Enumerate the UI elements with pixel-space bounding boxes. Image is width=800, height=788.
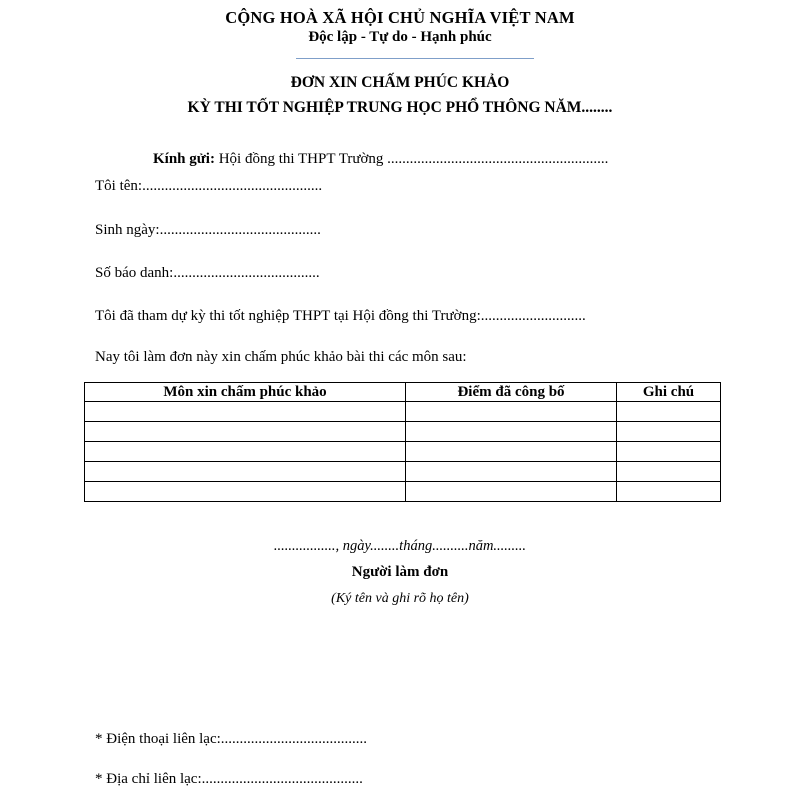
table-row bbox=[85, 462, 721, 482]
table-header-row bbox=[85, 383, 721, 402]
table-cell bbox=[85, 462, 406, 482]
table-row bbox=[85, 422, 721, 442]
review-subjects-table bbox=[84, 382, 721, 502]
table-cell bbox=[617, 442, 721, 462]
table-cell bbox=[85, 402, 406, 422]
candidate-number-field: Số báo danh:....................................... bbox=[95, 265, 320, 281]
table-row bbox=[85, 402, 721, 422]
contact-address-field: * Địa chỉ liên lạc:........................................... bbox=[95, 771, 363, 787]
table-cell bbox=[406, 482, 617, 502]
form-title: ĐƠN XIN CHẤM PHÚC KHẢO bbox=[290, 74, 510, 91]
national-motto: Độc lập - Tự do - Hạnh phúc bbox=[308, 29, 492, 45]
table-cell bbox=[85, 482, 406, 502]
table-cell bbox=[406, 462, 617, 482]
motto-divider bbox=[296, 58, 534, 59]
form-subtitle: KỲ THI TỐT NGHIỆP TRUNG HỌC PHỔ THÔNG NĂM........ bbox=[187, 99, 613, 116]
signature-instruction: (Ký tên và ghi rõ họ tên) bbox=[331, 591, 469, 606]
recipient-line bbox=[153, 151, 608, 168]
table-cell bbox=[406, 402, 617, 422]
national-title: CỘNG HOÀ XÃ HỘI CHỦ NGHĨA VIỆT NAM bbox=[225, 8, 575, 27]
table-cell bbox=[85, 422, 406, 442]
table-cell bbox=[617, 462, 721, 482]
table-cell bbox=[406, 442, 617, 462]
table-row bbox=[85, 442, 721, 462]
table-cell bbox=[406, 422, 617, 442]
exam-council-field: Tôi đã tham dự kỳ thi tốt nghiệp THPT tại Hội đồng thi Trường:............................ bbox=[95, 308, 586, 324]
recipient-value: Hội đồng thi THPT Trường ........................................................... bbox=[214, 151, 609, 167]
name-field: Tôi tên:................................................ bbox=[95, 178, 323, 194]
column-header-note: Ghi chú bbox=[617, 383, 721, 402]
table-row bbox=[85, 482, 721, 502]
table-cell bbox=[617, 422, 721, 442]
table-cell bbox=[617, 402, 721, 422]
column-header-subject: Môn xin chấm phúc khảo bbox=[85, 383, 406, 402]
table-cell bbox=[85, 442, 406, 462]
table-cell bbox=[617, 482, 721, 502]
dob-field: Sinh ngày:........................................... bbox=[95, 222, 321, 238]
request-statement: Nay tôi làm đơn này xin chấm phúc khảo bài thi các môn sau: bbox=[95, 349, 467, 365]
recipient-label: Kính gửi: bbox=[153, 151, 215, 167]
column-header-score: Điểm đã công bố bbox=[406, 383, 617, 402]
contact-phone-field: * Điện thoại liên lạc:....................................... bbox=[95, 731, 368, 747]
date-place-line: ................., ngày........tháng..........năm......... bbox=[273, 538, 527, 554]
signer-title: Người làm đơn bbox=[351, 564, 449, 580]
